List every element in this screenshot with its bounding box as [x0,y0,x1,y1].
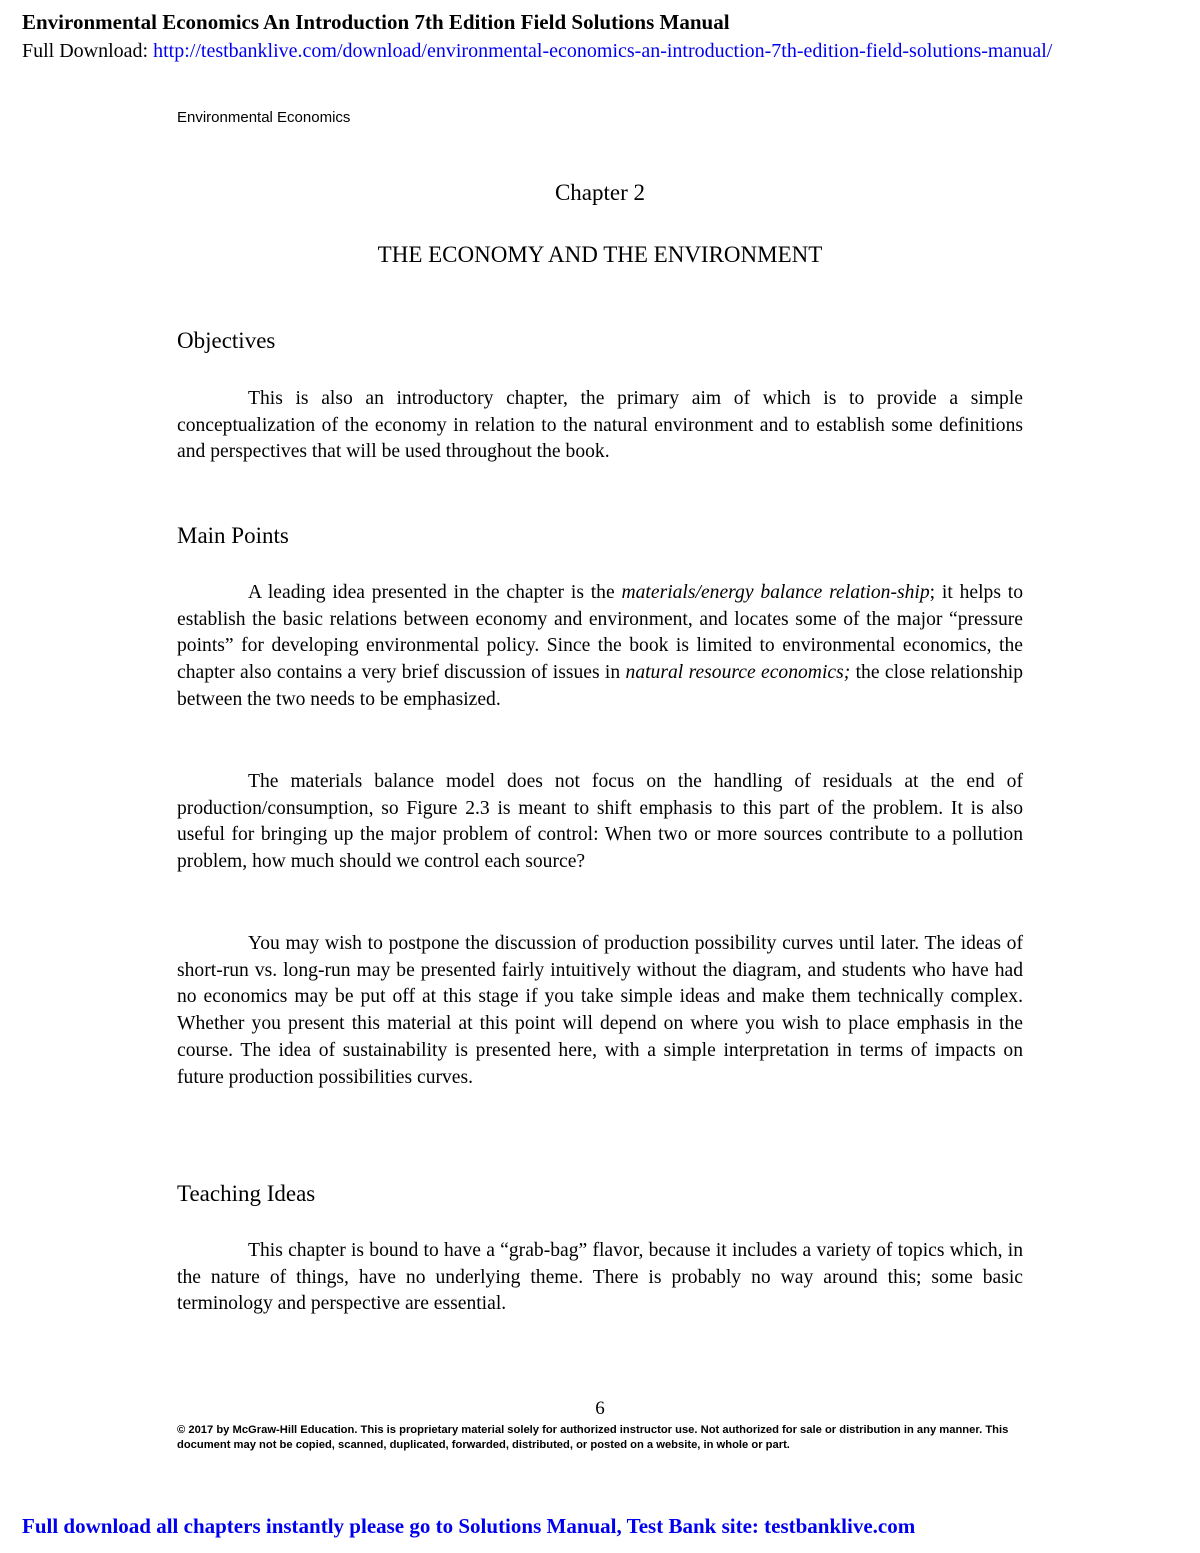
main-points-p1-before: A leading idea presented in the chapter is the [248,582,622,603]
download-label: Full Download: [22,40,154,62]
teaching-ideas-heading: Teaching Ideas [177,1181,316,1206]
download-banner-line [22,40,1052,63]
chapter-label: Chapter 2 [554,180,646,205]
objectives-paragraph: This is also an introductory chapter, the primary aim of which is to provide a simple conceptualization of the economy in relation to the natural environment and to establish some definitions and perspectives that will be used throughout the book. [177,388,1023,463]
main-points-p1-after: the close relationship between the two needs to be emphasized. [177,662,1023,710]
objectives-heading: Objectives [177,328,276,353]
page-number: 6 [595,1398,605,1419]
download-banner-title: Environmental Economics An Introduction 7th Edition Field Solutions Manual [22,10,730,34]
copyright-notice: © 2017 by McGraw-Hill Education. This is proprietary material solely for authorized instructor use. Not authorized for sale or distribution in any manner. This document may not be copied, scanned, duplicated, forwarded, distributed, or posted on a website, in whole or part. [177,1424,1009,1451]
download-link[interactable]: http://testbanklive.com/download/environmental-economics-an-introduction-7th-edition-field-solutions-manual/ [153,40,1053,62]
chapter-title: THE ECONOMY AND THE ENVIRONMENT [377,242,823,267]
main-points-heading: Main Points [177,523,289,548]
running-header: Environmental Economics [177,109,351,126]
bottom-download-banner: Full download all chapters instantly please go to Solutions Manual, Test Bank site: testbanklive.com [22,1514,916,1538]
teaching-ideas-paragraph: This chapter is bound to have a “grab-bag” flavor, because it includes a variety of topics which, in the nature of things, have no underlying theme. There is probably no way around this; some basic terminology and perspective are essential. [177,1240,1023,1315]
materials-energy-balance-term: materials/energy balance relation-ship [621,582,930,603]
main-points-paragraph-3: You may wish to postpone the discussion of production possibility curves until later. The ideas of short-run vs. long-run may be presented fairly intuitively without the diagram, and students who have had no economics may be put off at this stage if you take simple ideas and make them technically complex. Whether you present this material at this point will depend on where you wish to place emphasis in the course. The idea of sustainability is presented here, with a simple interpretation in terms of impacts on future production possibilities curves. [177,933,1023,1088]
main-points-paragraph-1 [177,580,1023,714]
main-points-paragraph-2: The materials balance model does not focus on the handling of residuals at the end of production/consumption, so Figure 2.3 is meant to shift emphasis to this part of the problem. It is also useful for bringing up the major problem of control: When two or more sources contribute to a pollution problem, how much should we control each source? [177,771,1023,873]
main-points-p1-middle: ; it helps to establish the basic relations between economy and environment, and locates some of the major “pressure points” for developing environmental policy. Since the book is limited to environmental economics, the chapter also contains a very brief discussion of issues in [177,582,1024,684]
natural-resource-economics-term: natural resource economics; [625,662,851,684]
